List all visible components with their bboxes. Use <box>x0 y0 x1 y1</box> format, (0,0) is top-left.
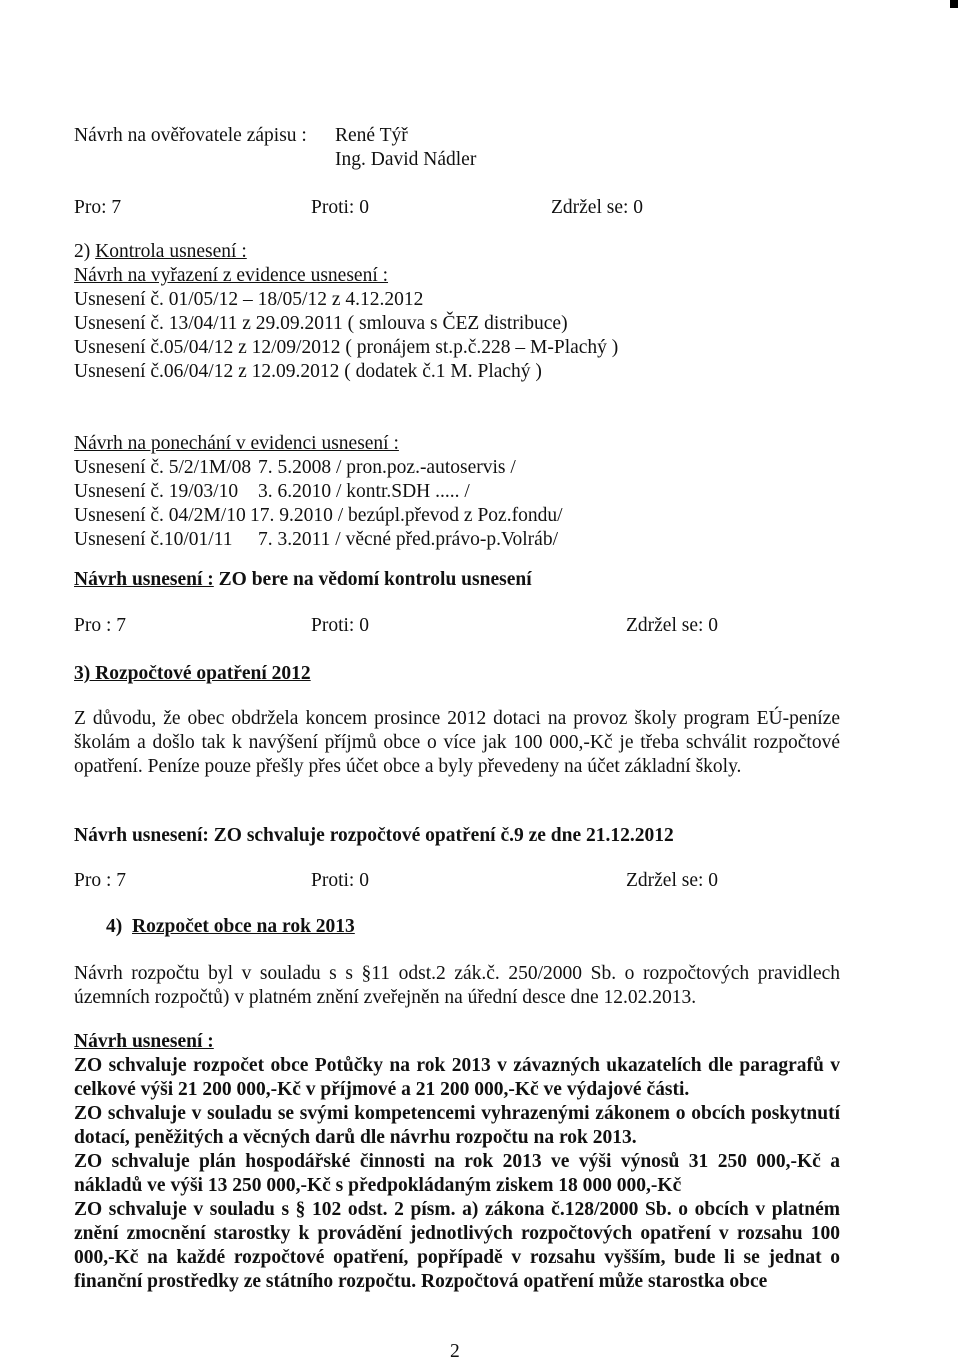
section3-paragraph: Z důvodu, že obec obdržela koncem prosince 2012 dotaci na provoz školy program EÚ-peníze školám a došlo tak k navýšení příjmů obce o více jak 100 000,-Kč je třeba schválit rozpočtové opatření. Peníze pouze přešly přes účet obce a byly převedeny na účet základní školy. <box>74 708 840 777</box>
removal-item: Usnesení č. 13/04/11 z 29.09.2011 ( smlouva s ČEZ distribuce) <box>74 313 568 334</box>
removal-title: Návrh na vyřazení z evidence usnesení : <box>74 265 389 286</box>
section4-heading <box>106 915 355 939</box>
vote-proti: Proti: 0 <box>311 615 369 636</box>
page-number: 2 <box>450 1341 460 1362</box>
section3-heading: 3) Rozpočtové opatření 2012 <box>74 663 311 684</box>
resolution-clause: ZO schvaluje rozpočet obce Potůčky na rok 2013 v závazných ukazatelích dle paragrafů v celkové výši 21 200 000,-Kč v příjmové a 21 200 000,-Kč ve výdajové části. <box>74 1055 840 1100</box>
verifier-1: René Týř <box>335 125 408 146</box>
verifier-2: Ing. David Nádler <box>335 149 477 170</box>
keep-item-ref: Usnesení č. 5/2/1M/08 <box>74 457 252 478</box>
verifiers-label: Návrh na ověřovatele zápisu : <box>74 125 307 146</box>
section2-title: Kontrola usnesení : <box>95 241 247 262</box>
keep-item-desc: 7. 5.2008 / pron.poz.-autoservis / <box>258 457 516 478</box>
resolution-text: ZO bere na vědomí kontrolu usnesení <box>213 569 532 590</box>
corner-mark <box>950 0 958 8</box>
keep-title: Návrh na ponechání v evidenci usnesení : <box>74 433 399 454</box>
vote-zdrzel: Zdržel se: 0 <box>626 615 719 636</box>
section3-resolution: Návrh usnesení: ZO schvaluje rozpočtové opatření č.9 ze dne 21.12.2012 <box>74 825 674 846</box>
resolution-clause: ZO schvaluje v souladu s § 102 odst. 2 písm. a) zákona č.128/2000 Sb. o obcích v platném znění zmocnění starostky k provádění jednotlivých rozpočtových opatření v rozsahu 100 000,-Kč na každé rozpočtové opatření, popřípadě v rozsahu vyšším, bude li se jednat o finanční prostředky ze státního rozpočtu. Rozpočtová opatření může starostka obce <box>74 1199 840 1292</box>
keep-item-desc: 7. 3.2011 / věcné před.právo-p.Volráb/ <box>258 529 559 550</box>
keep-item-ref: Usnesení č. 19/03/10 <box>74 481 239 502</box>
section2-number: 2) <box>74 241 91 262</box>
removal-item: Usnesení č.06/04/12 z 12.09.2012 ( dodatek č.1 M. Plachý ) <box>74 361 542 382</box>
section2-resolution <box>74 568 532 592</box>
resolution-label: Návrh usnesení : <box>74 569 214 590</box>
vote-pro: Pro: 7 <box>74 197 122 218</box>
section2-heading <box>74 240 247 264</box>
vote-pro: Pro : 7 <box>74 870 127 891</box>
vote-proti: Proti: 0 <box>311 197 369 218</box>
vote-proti: Proti: 0 <box>311 870 369 891</box>
section4-paragraph: Návrh rozpočtu byl v souladu s s §11 odst.2 zák.č. 250/2000 Sb. o rozpočtových pravidlech územních rozpočtů) v platném znění zveřejněn na úřední desce dne 12.02.2013. <box>74 963 840 1008</box>
resolution-clause: ZO schvaluje plán hospodářské činnosti na rok 2013 ve výši výnosů 31 250 000,-Kč a nákladů ve výši 13 250 000,-Kč s předpokládaným ziskem 18 000 000,-Kč <box>74 1151 840 1196</box>
keep-item-ref: Usnesení č. 04/2M/10 <box>74 505 246 526</box>
vote-zdrzel: Zdržel se: 0 <box>626 870 719 891</box>
section4-number: 4) <box>106 916 123 937</box>
section4-resolution-label: Návrh usnesení : <box>74 1031 214 1052</box>
removal-item: Usnesení č.05/04/12 z 12/09/2012 ( pronájem st.p.č.228 – M-Plachý ) <box>74 337 619 358</box>
vote-pro: Pro : 7 <box>74 615 127 636</box>
section4-title: Rozpočet obce na rok 2013 <box>132 916 355 937</box>
keep-item-ref: Usnesení č.10/01/11 <box>74 529 233 550</box>
keep-item-desc: 3. 6.2010 / kontr.SDH ..... / <box>258 481 470 502</box>
keep-item-desc: 17. 9.2010 / bezúpl.převod z Poz.fondu/ <box>250 505 563 526</box>
resolution-clause: ZO schvaluje v souladu se svými kompetencemi vyhrazenými zákonem o obcích poskytnutí dotací, peněžitých a věcných darů dle návrhu rozpočtu na rok 2013. <box>74 1103 840 1148</box>
removal-item: Usnesení č. 01/05/12 – 18/05/12 z 4.12.2012 <box>74 289 424 310</box>
vote-zdrzel: Zdržel se: 0 <box>551 197 644 218</box>
